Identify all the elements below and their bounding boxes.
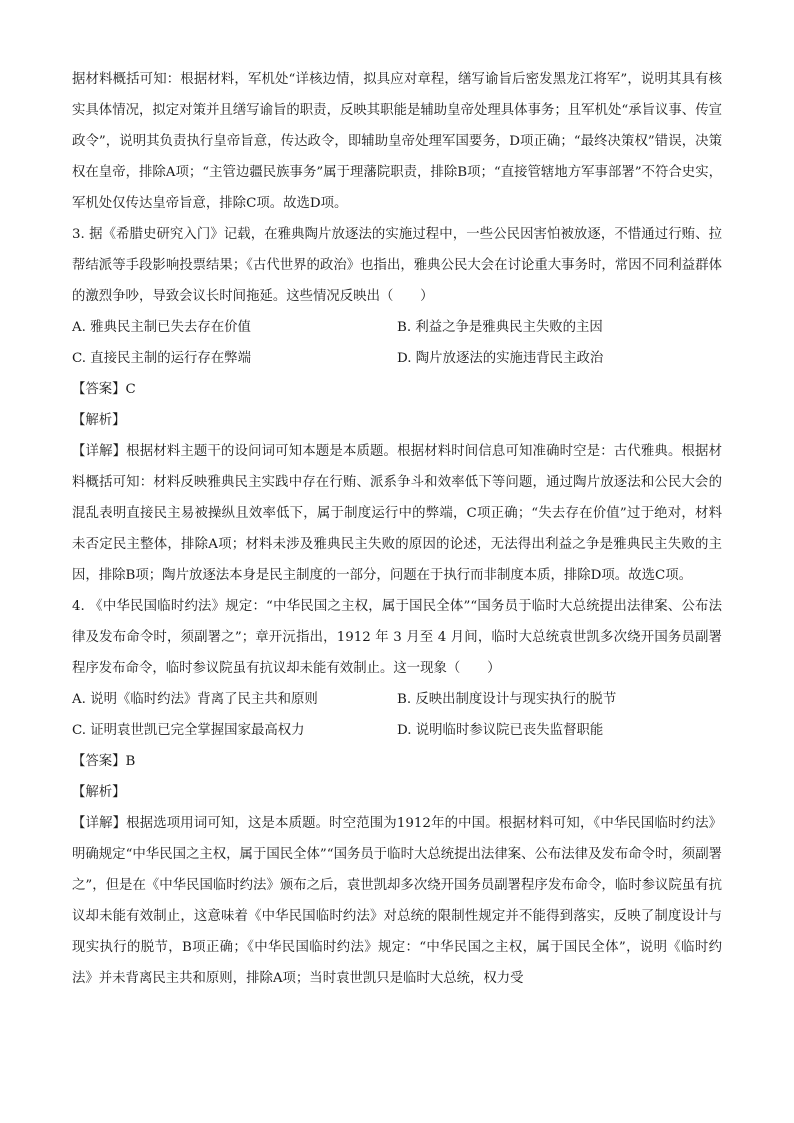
question-3-detail: 【详解】根据材料主题干的设问词可知本题是本质题。根据材料时间信息可知准确时空是：古代雅典。根据材料概括可知：材料反映雅典民主实践中存在行贿、派系争斗和效率低下等问题，通过陶片放逐法和公民大会的混乱表明直接民主易被操纵且效率低下，属于制度运行中的弊端，C项正确；“失去存在价值”过于绝对，材料未否定民主整体，排除A项；材料未涉及雅典民主失败的原因的论述，无法得出利益之争是雅典民主失败的主因，排除B项；陶片放逐法本身是民主制度的一部分，问题在于执行而非制度本质，排除D项。故选C项。 [72,444,722,583]
question-4-stem: 4. 《中华民国临时约法》规定：“中华民国之主权，属于国民全体”“国务员于临时大总统提出法律案、公布法律及发布命令时，须副署之”；章开沅指出，1912 年 3 月至 4 月间，临时大总统袁世凯多次绕开国务员副署程序发布命令，临时参议院虽有抗议却未能有效制止。这一现象（ ） [72,599,722,676]
question-4-answer: 【答案】B [72,754,136,769]
question-4-option-d: D. 说明临时参议院已丧失监督职能 [397,723,604,738]
document-page [72,64,722,994]
question-4-analysis-label: 【解析】 [72,785,126,800]
question-3 [72,219,722,591]
question-3-option-b: B. 利益之争是雅典民主失败的主因 [397,320,603,335]
question-4-options [72,684,722,746]
question-3-stem: 3. 据《希腊史研究入门》记载，在雅典陶片放逐法的实施过程中，一些公民因害怕被放逐，不惜通过行贿、拉帮结派等手段影响投票结果；《古代世界的政治》也指出，雅典公民大会在讨论重大事务时，常因不同利益群体的激烈争吵，导致会议长时间拖延。这些情况反映出（ ） [72,227,722,304]
question-3-option-a: A. 雅典民主制已失去存在价值 [72,320,251,335]
question-3-answer: 【答案】C [72,382,136,397]
question-4-detail: 【详解】根据选项用词可知，这是本质题。时空范围为1912年的中国。根据材料可知，《中华民国临时约法》明确规定“中华民国之主权，属于国民全体”“国务员于临时大总统提出法律案、公布法律及发布命令时，须副署之”，但是在《中华民国临时约法》颁布之后，袁世凯却多次绕开国务员副署程序发布命令，临时参议院虽有抗议却未能有效制止，这意味着《中华民国临时约法》对总统的限制性规定并不能得到落实，反映了制度设计与现实执行的脱节，B项正确；《中华民国临时约法》规定：“中华民国之主权，属于国民全体”，说明《临时约法》并未背离民主共和原则，排除A项；当时袁世凯只是临时大总统，权力受 [72,816,722,986]
question-3-option-c: C. 直接民主制的运行存在弊端 [72,351,251,366]
question-4-option-b: B. 反映出制度设计与现实执行的脱节 [397,692,617,707]
question-4-option-c: C. 证明袁世凯已完全掌握国家最高权力 [72,723,305,738]
intro-analysis-paragraph: 据材料概括可知：根据材料，军机处“详核边情，拟具应对章程，缮写谕旨后密发黑龙江将军”，说明其具有核实具体情况，拟定对策并且缮写谕旨的职责，反映其职能是辅助皇帝处理具体事务；且军机处“承旨议事、传宣政令”，说明其负责执行皇帝旨意，传达政令，即辅助皇帝处理军国要务，D项正确；“最终决策权”错误，决策权在皇帝，排除A项；“主管边疆民族事务”属于理藩院职责，排除B项；“直接管辖地方军事部署”不符合史实，军机处仅传达皇帝旨意，排除C项。故选D项。 [72,72,722,211]
question-4 [72,591,722,994]
question-3-options [72,312,722,374]
question-3-analysis-label: 【解析】 [72,413,126,428]
question-4-option-a: A. 说明《临时约法》背离了民主共和原则 [72,692,318,707]
question-3-option-d: D. 陶片放逐法的实施违背民主政治 [397,351,604,366]
